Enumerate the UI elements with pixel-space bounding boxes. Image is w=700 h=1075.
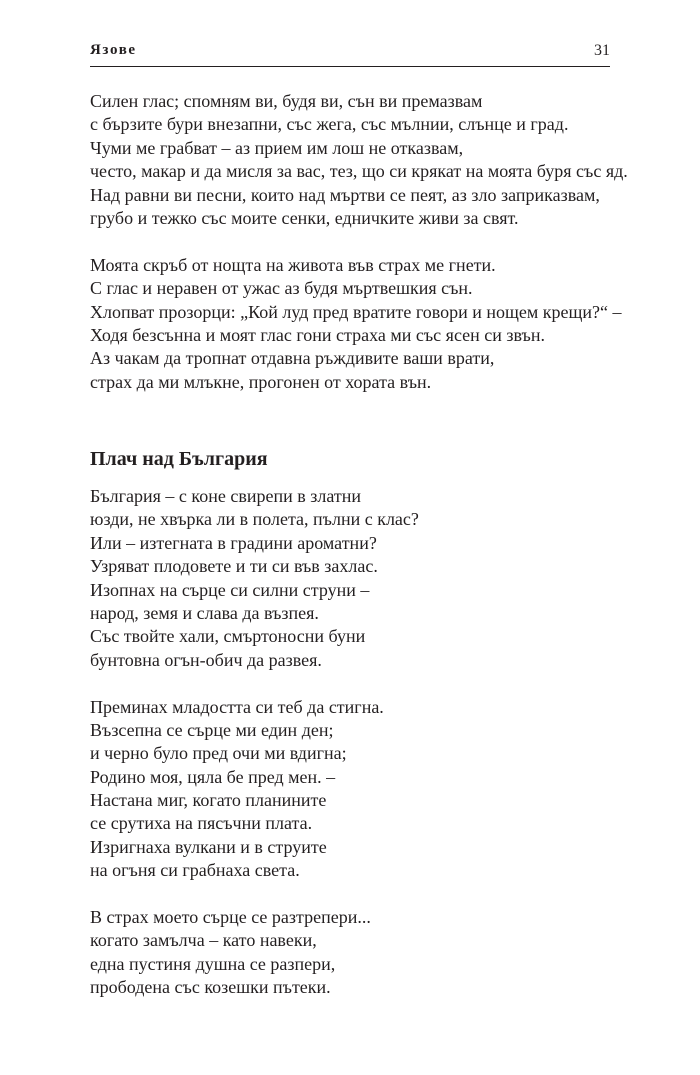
verse-line: В страх моето сърце се разтрепери... bbox=[90, 907, 371, 928]
verse-line: Родино моя, цяла бе пред мен. – bbox=[90, 766, 336, 787]
verse-line: България – с коне свирепи в златни bbox=[90, 486, 361, 506]
poem-title: Плач над България bbox=[90, 448, 268, 470]
verse-line: Хлопват прозорци: „Кой луд пред вратите говори и нощем крещи?“ – bbox=[90, 301, 622, 322]
verse-line: Или – изтегната в градини ароматни? bbox=[90, 532, 377, 553]
verse-line: Ходя безсънна и моят глас гони страха ми със ясен си звън. bbox=[90, 324, 545, 345]
verse-line: когато замълча – като навеки, bbox=[90, 930, 317, 951]
verse-line: бунтовна огън-обич да развея. bbox=[90, 649, 322, 670]
verse-line: Узряват плодовете и ти си във захлас. bbox=[90, 556, 378, 577]
verse-line: страх да ми млъкне, прогонен от хората вън. bbox=[90, 371, 432, 392]
stanza bbox=[90, 90, 628, 230]
verse-line: и черно було пред очи ми вдигна; bbox=[90, 743, 347, 764]
verse-line: Настана миг, когато планините bbox=[90, 790, 327, 811]
verse-line: грубо и тежко със моите сенки, едничките живи за свят. bbox=[90, 207, 519, 228]
verse-line: една пустиня душна се разпери, bbox=[90, 953, 336, 974]
verse-line: Над равни ви песни, които над мъртви се пеят, аз зло заприказвам, bbox=[90, 184, 600, 205]
header-rule bbox=[90, 66, 610, 67]
verse-line: Със твойте хали, смъртоносни буни bbox=[90, 626, 366, 647]
stanza bbox=[90, 485, 620, 672]
verse-line: се срутиха на пясъчни плата. bbox=[90, 813, 313, 834]
verse-line: Изригнаха вулкани и в струите bbox=[90, 836, 327, 857]
stanza bbox=[90, 906, 620, 1000]
verse-line: с бързите бури внезапни, със жега, със мълнии, слънце и град. bbox=[90, 114, 569, 135]
verse-line: юзди, не хвърка ли в полета, пълни с клас? bbox=[90, 509, 419, 530]
verse-line: често, макар и да мисля за вас, тез, що си крякат на моята буря със яд. bbox=[90, 161, 628, 182]
verse-line: прободена със козешки пътеки. bbox=[90, 977, 331, 998]
poem-plach-nad-bulgaria bbox=[90, 485, 620, 1000]
stanza bbox=[90, 254, 620, 394]
poem-untitled bbox=[90, 90, 628, 394]
stanza bbox=[90, 696, 620, 883]
verse-line: Моята скръб от нощта на живота във страх ме гнети. bbox=[90, 254, 496, 275]
page-number: 31 bbox=[594, 42, 610, 59]
verse-line: на огъня си грабнаха света. bbox=[90, 860, 300, 881]
running-head: Язове bbox=[90, 42, 137, 58]
verse-line: Преминах младостта си теб да стигна. bbox=[90, 696, 384, 717]
verse-line: Изопнах на сърце си силни струни – bbox=[90, 579, 370, 600]
verse-line: Силен глас; спомням ви, будя ви, сън ви премазвам bbox=[90, 91, 483, 111]
page-header bbox=[90, 38, 610, 68]
verse-line: С глас и неравен от ужас аз будя мъртвешкия сън. bbox=[90, 278, 473, 299]
verse-line: Чуми ме грабват – аз прием им лош не отказвам, bbox=[90, 137, 464, 158]
verse-line: Аз чакам да тропнат отдавна ръждивите ваши врати, bbox=[90, 348, 495, 369]
verse-line: народ, земя и слава да възпея. bbox=[90, 602, 319, 623]
verse-line: Възсепна се сърце ми един ден; bbox=[90, 719, 334, 740]
